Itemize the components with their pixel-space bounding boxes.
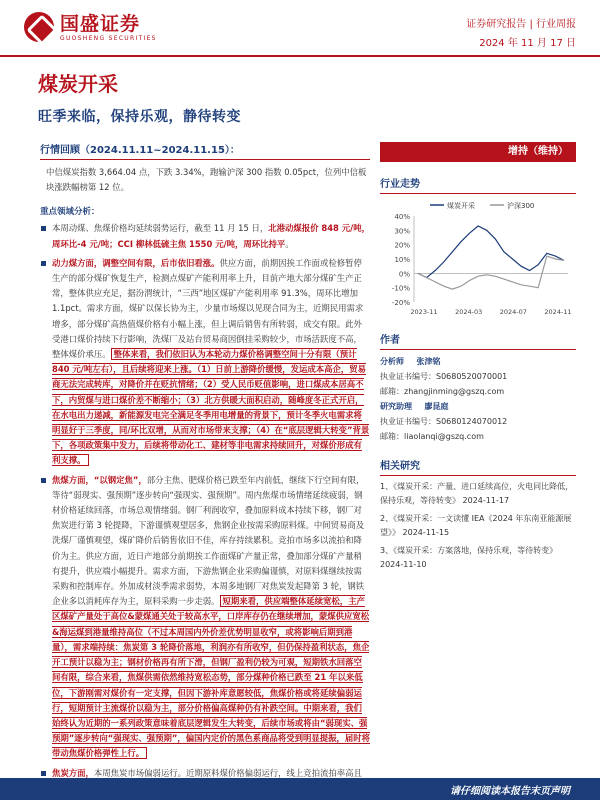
author-cert: 执业证书编号：S0680520070001 (380, 372, 508, 381)
bullet-lead: 焦炭方面， (52, 767, 94, 778)
related-item[interactable] (380, 512, 576, 540)
x-tick-label: 2024-11 (544, 308, 572, 316)
document-type: 证券研究报告 | 行业周报 (466, 19, 576, 30)
main-column (40, 142, 370, 796)
author-name: 张津铭 (416, 357, 441, 366)
related-num: 2、 (380, 514, 394, 523)
bullet-coking-coal (40, 473, 370, 762)
bullet-icon (41, 478, 46, 483)
bullet-text: 本周动煤、焦煤价格均延续弱势运行，截至 11 月 15 日， (52, 223, 269, 234)
author-name: 廖昆庭 (424, 402, 449, 411)
sidebar (380, 142, 576, 572)
key-areas-heading: 重点领域分析： (40, 207, 100, 218)
x-tick-label: 2024-07 (499, 308, 527, 316)
series-line (418, 226, 564, 278)
related-list (380, 480, 576, 572)
y-tick-label: 40% (394, 213, 410, 221)
trend-chart-svg (380, 198, 576, 318)
page-title: 煤炭开采 (38, 72, 118, 96)
y-tick-label: 20% (394, 241, 410, 250)
related-text: 《煤炭开采：一文读懂 IEA《2024 年东南亚能源展望》》 2024-11-15 (380, 514, 572, 537)
y-tick-label: 0% (398, 270, 410, 279)
y-tick-label: -10% (391, 284, 410, 293)
y-tick-label: 30% (394, 227, 410, 236)
y-tick-label: -20% (391, 299, 410, 307)
logo-icon (24, 12, 54, 42)
author-block (380, 354, 576, 444)
author-email[interactable]: 邮箱：liaolanqi@gszq.com (380, 432, 484, 441)
author-role: 分析师 (380, 357, 404, 366)
bullet-lead: 动力煤方面，调整空间有限，后市依旧看涨。 (52, 257, 220, 268)
page-subtitle: 旺季来临，保持乐观，静待转变 (38, 109, 241, 125)
review-heading: 行情回顾（2024.11.11~2024.11.15）： (40, 142, 370, 160)
bullet-highlight: 整体来看，我们依旧认为本轮动力煤价格调整空间十分有限（预计 840 元/吨左右），且后续将迎来上涨。（1）日前上游降价缓慢，发运成本高企，贸易商无法完成转库，对降价并在贬抗情绪；（2）受人民币贬值影响，进口煤成本居高不下，内贸煤与进口煤价差不断缩小；（3）北方供暖大面积启动，随峰度冬正式开启，在水电出力递减，新能源发电完全满足冬季用电增量的背景下，预计冬季火电需求将明显好于三季度，同/环比双增，从而对市场带来支撑；（4）在“底层逻辑大转变”背景下，各项政策集中发力，后续将带动化工、建材等非电需求持续回升，对煤价形成有利支撑。 (52, 349, 370, 466)
page-header (0, 0, 600, 64)
related-text: 《煤炭开采：方案落地，保持乐观，等待转变》 2024-11-10 (380, 546, 558, 569)
x-tick-label: 2023-11 (410, 308, 438, 316)
bullet-text: 部分主焦、肥煤价格已跌至年内前低，继续下行空间有限，等待“弱现实、强预期”逐步转向“强现实、强预期”。周内焦煤市场情绪延续疲弱，钢材价格延续回落，市场总观情绪弱。钢厂利润收窄，叠加原料成本持续下移，钢厂对焦炭进行第 3 轮提降，下游谨慎观望居多，焦钢企业按需采购原料煤。中间贸易商及洗煤厂谨慎观望，煤矿降价后销售依旧不佳，库存持续累积。竞拍市场多以流拍和降价为主。供应方面，近日产地部分前期挨工作面煤矿产量正常，叠加部分煤矿产量稍有提升，供应端小幅提升。需求方面，下游焦钢企业采购偏谨慎，对原料煤继续按需采购和控制库存。外加成材淡季需求弱势，本周多地钢厂对焦炭发起降第 3 轮，钢铁企业多以消耗库存为主，原料采购一步走弱。 (52, 474, 365, 607)
bullet-text: 供应方面，前期因挨工作面或检修暂停生产的部分煤矿恢复生产，检测点煤矿产能利用率上升，目前产地大部分煤矿生产正常，整体供应充足，据汾渭统计，“三西”地区煤矿产能利用率 91.3%，周环比增加 1.1pct。需求方面，煤矿以保长协为主，少量市场煤以见现合同为主，近期民用需求增多，部分煤矿高热值煤价格有小幅上涨，但上调后销售有所转弱，成交有限。此外受港口煤价持续下行影响，洗煤厂及站台贸易商因倒挂采购较少，市场活跃度不高，整体煤价承压。 (52, 257, 364, 360)
author-role: 研究助理 (380, 402, 412, 411)
rating-badge: 增持（维持） (380, 142, 576, 162)
bullet-price-summary (40, 221, 370, 251)
logo-name: 国盛证券 (60, 12, 141, 35)
header-divider (0, 55, 600, 57)
author-role-line (380, 354, 576, 369)
related-num: 3、 (380, 546, 394, 555)
bullet-thermal-coal (40, 256, 370, 469)
trend-heading: 行业走势 (380, 176, 576, 194)
y-tick-label: 10% (394, 256, 410, 264)
author-role-line (380, 399, 576, 414)
legend-label: 煤炭开采 (447, 202, 475, 210)
related-item[interactable] (380, 544, 576, 572)
related-text: 《煤炭开采：产量、进口延续高位，火电同比降低，保持乐观，等待转变》 2024-11-17 (380, 482, 574, 505)
bullet-icon (41, 226, 46, 231)
bullet-text: 。 (285, 238, 294, 249)
legend-label: 沪深300 (507, 202, 535, 210)
bullet-lead: 焦煤方面，“以钢定焦”， (52, 474, 147, 485)
authors-heading: 作者 (380, 332, 576, 350)
bullet-highlight: 短期来看，供应端整体延续宽松，主产区煤矿产量处于高位&蒙煤通关处于较高水平，口岸库存仍在继续增加，蒙煤供应宽松&海运煤到港量维持高位（不过本周国内外价差优势明显收窄，或将影响后期到港量），需求端持续：焦炭第 3 轮降价落地，利润亦有所收窄，但仍保持盈利状态，焦企开工预计以稳为主；钢材价格再有所下滑，但钢厂盈利仍较为可观，短期铁水回落空间有限，综合来看，焦煤供需依然维持宽松态势，部分煤种价格已跌至 21 年以来低位，下游刚需对煤价有一定支撑，但因下游补库意愿较低，焦煤价格或将延续偏弱运行，短期预计主流煤价以稳为主，部分价格偏高煤种仍有补跌空间。中期来看，我们始终认为近期的一系列政策意味着底层逻辑发生大转变，后续市场或将由“弱现实、强预期”逐步转向“强现实、强预期”，偏国内定价的黑色系商品将受到明显提振，届时将带动焦煤价格弹性上行。 (52, 596, 371, 759)
bullet-icon (41, 261, 46, 266)
page-footer (0, 778, 600, 800)
logo (24, 12, 157, 42)
related-item[interactable] (380, 480, 576, 508)
x-tick-label: 2024-03 (455, 308, 483, 316)
trend-chart (380, 198, 576, 318)
logo-english-name: GUOSHENG SECURITIES (60, 34, 157, 42)
author-email[interactable]: 邮箱：zhangjinming@gszq.com (380, 387, 505, 396)
footer-disclaimer: 请仔细阅读本报告末页声明 (450, 786, 570, 797)
related-num: 1、 (380, 482, 394, 491)
bullet-text: 本周焦炭市场偏弱运行。近期原料煤价格偏弱运行，线上竞拍流拍率高且 (93, 767, 362, 778)
review-text: 中信煤炭指数 3,664.04 点，下跌 3.34%，跑输沪深 300 指数 0.05pct，位列中信板块涨跌幅榜第 12 位。 (46, 167, 367, 193)
related-heading: 相关研究 (380, 458, 576, 476)
bullet-highlight: 北港动煤报价 848 元/吨，周环比-4 元/吨；CCI 柳林低硫主焦 1550 元/吨，周环比持平 (52, 223, 370, 249)
author-cert: 执业证书编号：S0680124070012 (380, 417, 508, 426)
document-date: 2024 年 11 月 17 日 (479, 38, 576, 49)
series-line (418, 256, 564, 289)
bullet-icon (41, 771, 46, 776)
